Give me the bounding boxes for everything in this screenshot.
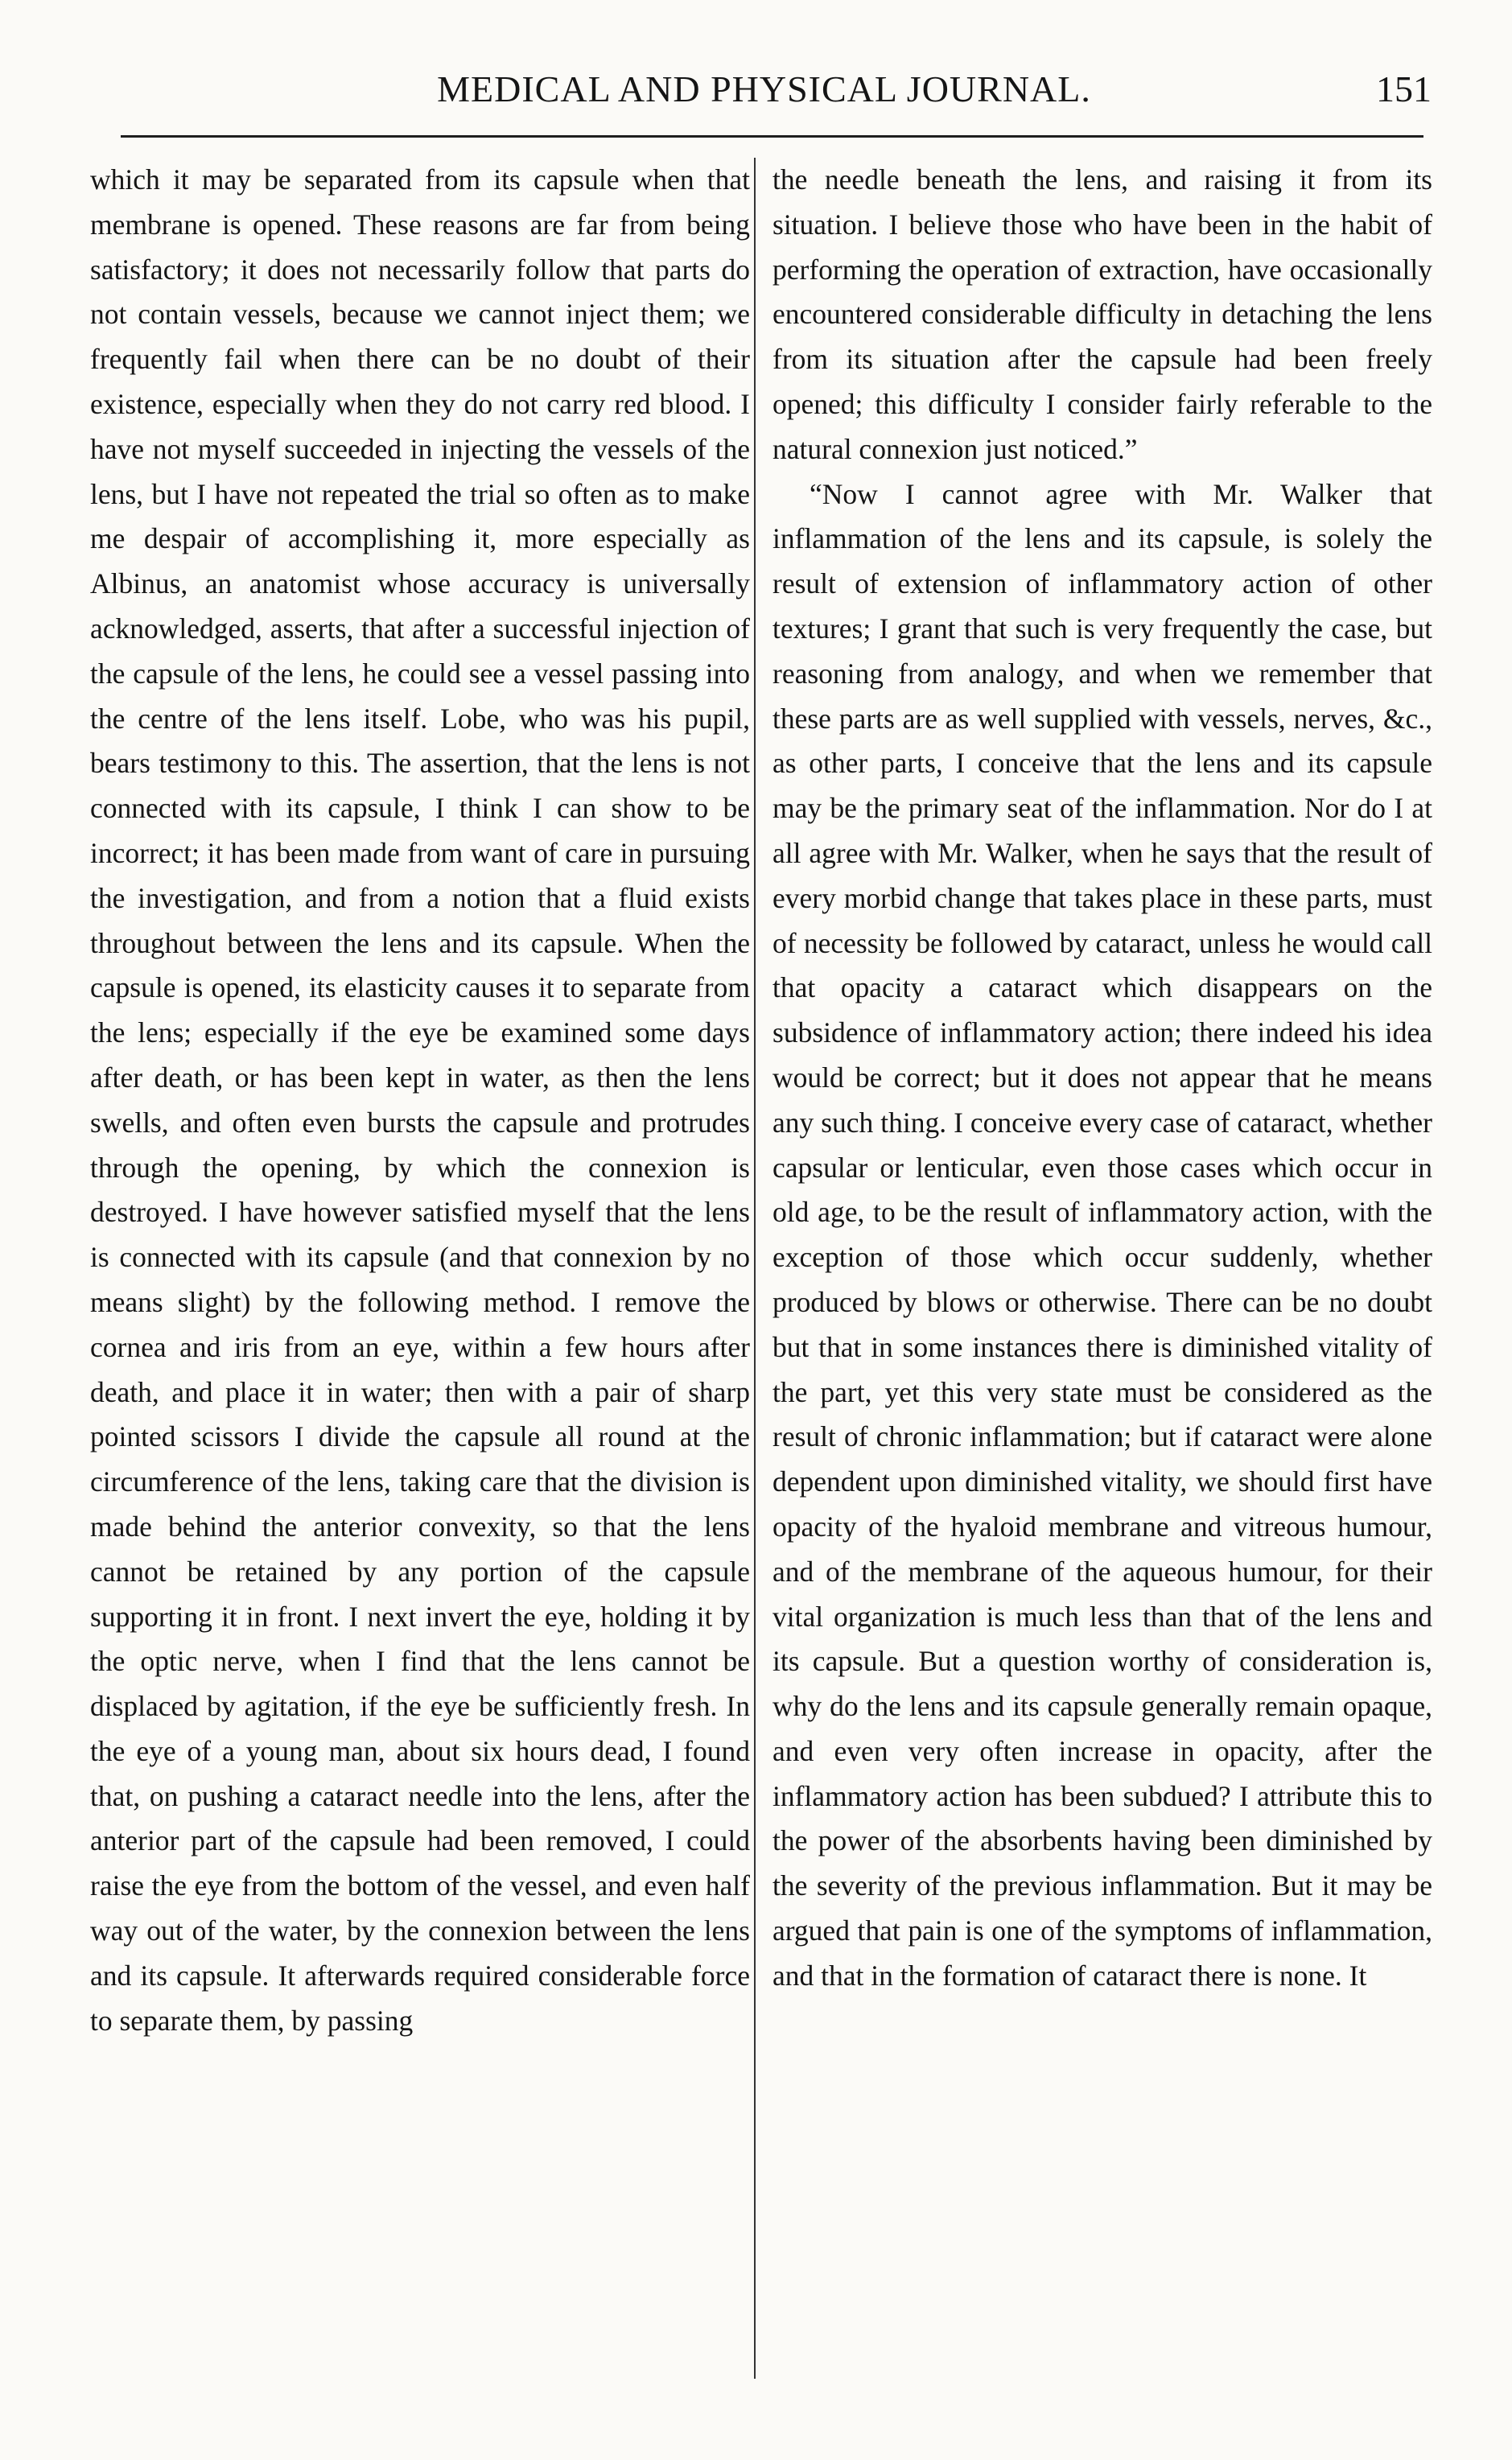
right-column [772,158,1432,2387]
header-rule [121,135,1423,138]
journal-title: MEDICAL AND PHYSICAL JOURNAL. [437,68,1091,109]
right-paragraph-1: the needle beneath the lens, and raising it from its situation. I believe those who have been in the habit of performing the operation of extraction, have occasionally encountered considerable difficulty in detaching the lens from its situation after the capsule had been freely opened; this difficulty I consider fairly referable to the natural connexion just noticed.” [772,163,1432,465]
left-column [90,158,750,2387]
right-paragraph-2: “Now I cannot agree with Mr. Walker that inflammation of the lens and its capsule, is solely the result of extension of inflammatory action of other textures; I grant that such is very frequently the case, but reasoning from analogy, and when we remember that these parts are as well supplied with vessels, nerves, &c., as other parts, I conceive that the lens and its capsule may be the primary seat of the inflammation. Nor do I at all agree with Mr. Walker, when he says that the result of every morbid change that takes place in these parts, must of necessity be followed by cataract, unless he would call that opacity a cataract which disappears on the subsidence of inflammatory action; there indeed his idea would be correct; but it does not appear that he means any such thing. I conceive every case of cataract, whether capsular or lenticular, even those cases which occur in old age, to be the result of inflammatory action, with the exception of those which occur suddenly, whether produced by blows or otherwise. There can be no doubt but that in some instances there is diminished vitality of the part, yet this very state must be considered as the result of chronic inflammation; but if cataract were alone dependent upon diminished vitality, we should first have opacity of the hyaloid membrane and vitreous humour, and of the membrane of the aqueous humour, for their vital organization is much less than that of the lens and its capsule. But a question worthy of consideration is, why do the lens and its capsule generally remain opaque, and even very often increase in opacity, after the inflammatory action has been subdued? I attribute this to the power of the absorbents having been diminished by the severity of the previous inflammation. But it may be argued that pain is one of the symptoms of inflammation, and that in the formation of cataract there is none. It [772,477,1432,1992]
left-paragraph-1: which it may be separated from its capsule when that membrane is opened. These reasons are far from being satisfactory; it does not necessarily follow that parts do not contain vessels, because we cannot inject them; we frequently fail when there can be no doubt of their existence, especially when they do not carry red blood. I have not myself succeeded in injecting the vessels of the lens, but I have not repeated the trial so often as to make me despair of accomplishing it, more especially as Albinus, an anatomist whose accuracy is universally acknowledged, asserts, that after a successful injection of the capsule of the lens, he could see a vessel passing into the centre of the lens itself. Lobe, who was his pupil, bears testimony to this. The assertion, that the lens is not connected with its capsule, I think I can show to be incorrect; it has been made from want of care in pursuing the investigation, and from a notion that a fluid exists throughout between the lens and its capsule. When the capsule is opened, its elasticity causes it to separate from the lens; especially if the eye be examined some days after death, or has been kept in water, as then the lens swells, and often even bursts the capsule and protrudes through the opening, by which the connexion is destroyed. I have however satisfied myself that the lens is connected with its capsule (and that connexion by no means slight) by the following method. I remove the cornea and iris from an eye, within a few hours after death, and place it in water; then with a pair of sharp pointed scissors I divide the capsule all round at the circumference of the lens, taking care that the division is made behind the anterior convexity, so that the lens cannot be retained by any portion of the capsule supporting it in front. I next invert the eye, holding it by the optic nerve, when I find that the lens cannot be displaced by agitation, if the eye be sufficiently fresh. In the eye of a young man, about six hours dead, I found that, on pushing a cataract needle into the lens, after the anterior part of the capsule had been removed, I could raise the eye from the bottom of the vessel, and even half way out of the water, by the connexion between the lens and its capsule. It afterwards required considerable force to separate them, by passing [90,163,750,2037]
column-divider [754,158,756,2379]
running-head [97,63,1432,127]
page-number: 151 [1376,68,1432,109]
